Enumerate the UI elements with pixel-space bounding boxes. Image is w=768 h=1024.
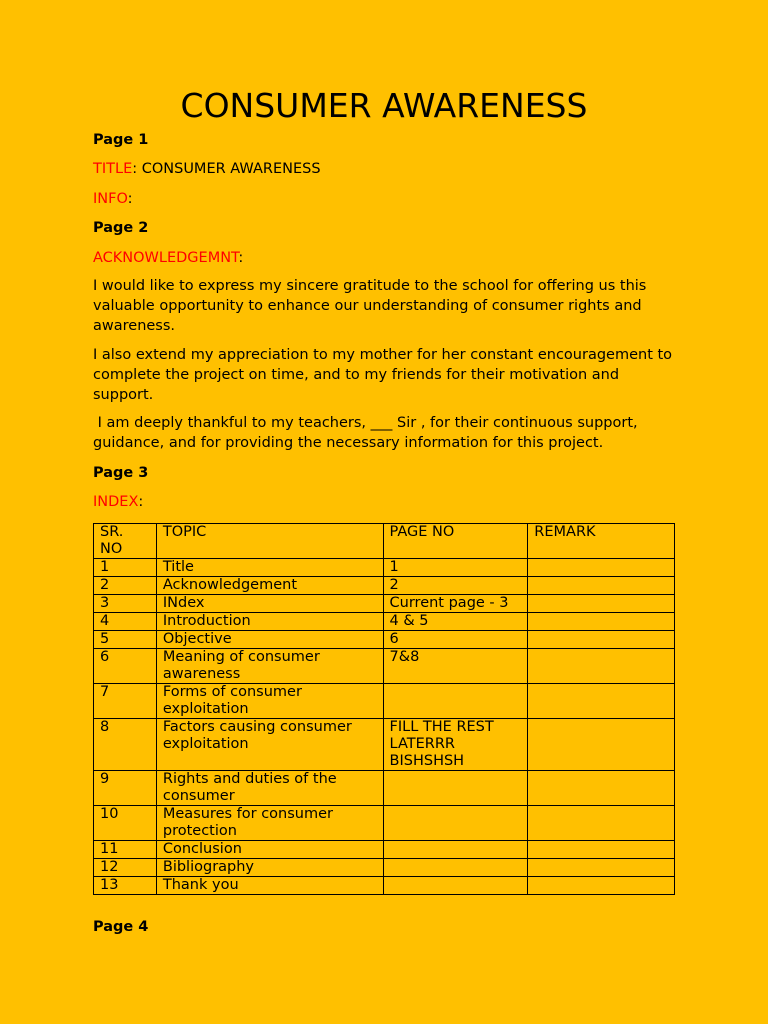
- remark-cell: [528, 841, 675, 859]
- sr-no-cell: 6: [94, 649, 157, 684]
- page2-label: Page 2: [93, 220, 149, 236]
- page-no-cell: 1: [383, 559, 528, 577]
- document-heading: CONSUMER AWARENESS: [180, 86, 588, 125]
- table-row: [94, 771, 675, 806]
- sr-no-cell: 7: [94, 684, 157, 719]
- table-row: [94, 631, 675, 649]
- sr-no-cell: 12: [94, 859, 157, 877]
- table-row: [94, 577, 675, 595]
- topic-cell: Title: [156, 559, 383, 577]
- remark-cell: [528, 613, 675, 631]
- sr-no-cell: 10: [94, 806, 157, 841]
- ack-colon: :: [238, 250, 244, 266]
- sr-no-cell: 11: [94, 841, 157, 859]
- table-row: [94, 559, 675, 577]
- topic-cell: Thank you: [156, 877, 383, 895]
- column-header-page-no: PAGE NO: [383, 524, 528, 559]
- sr-no-cell: 1: [94, 559, 157, 577]
- remark-cell: [528, 719, 675, 771]
- ack-line: [93, 248, 243, 268]
- sr-no-cell: 5: [94, 631, 157, 649]
- table-row: [94, 859, 675, 877]
- page-no-cell: [383, 877, 528, 895]
- info-line: [93, 189, 133, 209]
- index-colon: :: [138, 494, 144, 510]
- remark-cell: [528, 684, 675, 719]
- page-no-cell: 7&8: [383, 649, 528, 684]
- table-row: [94, 806, 675, 841]
- remark-cell: [528, 595, 675, 613]
- info-key: INFO: [93, 191, 128, 207]
- table-row: [94, 719, 675, 771]
- info-value: :: [127, 191, 133, 207]
- sr-no-cell: 13: [94, 877, 157, 895]
- table-header-row: [94, 524, 675, 559]
- ack-paragraph-1: I would like to express my sincere gratitude to the school for offering us this valuable opportunity to enhance our understanding of consumer rights and awareness.: [93, 278, 647, 334]
- topic-cell: Measures for consumer protection: [156, 806, 383, 841]
- remark-cell: [528, 771, 675, 806]
- sr-no-cell: 3: [94, 595, 157, 613]
- index-line: [93, 492, 143, 512]
- title-line: [93, 159, 321, 179]
- table-row: [94, 841, 675, 859]
- page-no-cell: FILL THE REST LATERRR BISHSHSH: [383, 719, 528, 771]
- remark-cell: [528, 806, 675, 841]
- remark-cell: [528, 859, 675, 877]
- topic-cell: Bibliography: [156, 859, 383, 877]
- topic-cell: Rights and duties of the consumer: [156, 771, 383, 806]
- page-no-cell: Current page - 3: [383, 595, 528, 613]
- ack-paragraph-2: I also extend my appreciation to my mother for her constant encouragement to complete the project on time, and to my friends for their motivation and support.: [93, 347, 673, 403]
- index-table: [93, 523, 675, 895]
- topic-cell: Factors causing consumer exploitation: [156, 719, 383, 771]
- page-no-cell: 2: [383, 577, 528, 595]
- sr-no-cell: 4: [94, 613, 157, 631]
- page-no-cell: 4 & 5: [383, 613, 528, 631]
- topic-cell: INdex: [156, 595, 383, 613]
- column-header-sr-no: SR. NO: [94, 524, 157, 559]
- remark-cell: [528, 577, 675, 595]
- topic-cell: Objective: [156, 631, 383, 649]
- sr-no-cell: 9: [94, 771, 157, 806]
- page-no-cell: [383, 859, 528, 877]
- ack-key: ACKNOWLEDGEMNT: [93, 250, 239, 266]
- table-row: [94, 649, 675, 684]
- topic-cell: Meaning of consumer awareness: [156, 649, 383, 684]
- table-row: [94, 877, 675, 895]
- column-header-remark: REMARK: [528, 524, 675, 559]
- remark-cell: [528, 649, 675, 684]
- topic-cell: Conclusion: [156, 841, 383, 859]
- remark-cell: [528, 631, 675, 649]
- remark-cell: [528, 559, 675, 577]
- table-row: [94, 595, 675, 613]
- topic-cell: Acknowledgement: [156, 577, 383, 595]
- table-row: [94, 613, 675, 631]
- topic-cell: Introduction: [156, 613, 383, 631]
- sr-no-cell: 2: [94, 577, 157, 595]
- title-value: : CONSUMER AWARENESS: [132, 161, 321, 177]
- page4-label: Page 4: [93, 919, 149, 935]
- page-no-cell: 6: [383, 631, 528, 649]
- topic-cell: Forms of consumer exploitation: [156, 684, 383, 719]
- remark-cell: [528, 877, 675, 895]
- title-key: TITLE: [93, 161, 133, 177]
- index-key: INDEX: [93, 494, 139, 510]
- sr-no-cell: 8: [94, 719, 157, 771]
- table-row: [94, 684, 675, 719]
- page3-label: Page 3: [93, 465, 149, 481]
- page1-label: Page 1: [93, 132, 149, 148]
- page-no-cell: [383, 684, 528, 719]
- column-header-topic: TOPIC: [156, 524, 383, 559]
- page-no-cell: [383, 771, 528, 806]
- ack-paragraph-3: I am deeply thankful to my teachers, ___ Sir , for their continuous support, guidance, and for providing the necessary information for this project.: [93, 415, 643, 451]
- page-no-cell: [383, 806, 528, 841]
- page-no-cell: [383, 841, 528, 859]
- index-table-body: [94, 524, 675, 895]
